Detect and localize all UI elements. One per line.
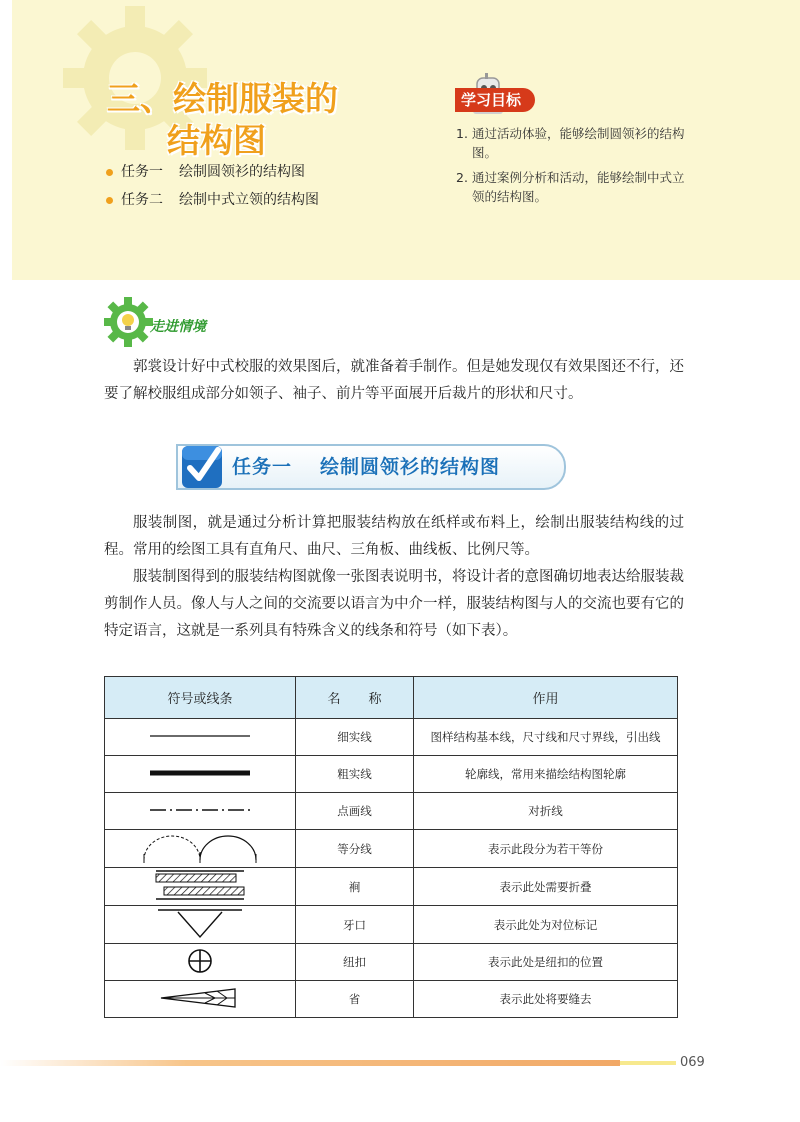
task-number: 任务二 [121,192,163,208]
row-use: 表示此处将要缝去 [414,981,678,1018]
row-name: 纽扣 [296,944,414,981]
checkmark-icon [180,440,226,492]
table-header-row [105,677,678,719]
body-paragraph: 服装制图，就是通过分析计算把服装结构放在纸样或布料上，绘制出服装结构线的过程。常用的绘图工具有直角尺、曲尺、三角板、曲线板、比例尺等。 [104,515,684,558]
row-name: 细实线 [296,719,414,756]
task-banner-label: 绘制圆领衫的结构图 [320,456,501,478]
header-symbol: 符号或线条 [105,677,296,719]
task-title: 绘制圆领衫的结构图 [179,164,305,180]
intro-label: 走进情境 [150,319,206,335]
table-row [105,906,678,944]
row-name: 粗实线 [296,756,414,793]
thick-line-symbol [105,756,296,793]
row-use: 表示此处是纽扣的位置 [414,944,678,981]
task-list-item [106,186,319,214]
task-banner-title [232,452,500,479]
table-row [105,830,678,868]
bullet-icon [106,169,113,176]
goal-item [456,124,696,162]
footer-bar [0,1060,620,1066]
thin-line-symbol [105,719,296,756]
task-banner-number: 任务一 [232,456,293,478]
notch-symbol [105,906,296,944]
row-use: 轮廓线，常用来描绘结构图轮廓 [414,756,678,793]
task-title: 绘制中式立领的结构图 [179,192,319,208]
task-number: 任务一 [121,164,163,180]
task-list [106,158,319,214]
dash-dot-line-symbol [105,793,296,830]
row-name: 牙口 [296,906,414,944]
table-row [105,868,678,906]
intro-paragraph: 郭裳设计好中式校服的效果图后，就准备着手制作。但是她发现仅有效果图还不行，还要了解校服组成部分如领子、袖子、前片等平面展开后裁片的形状和尺寸。 [104,359,684,402]
header-name: 名 称 [296,677,414,719]
goal-text: 通过案例分析和活动，能够绘制中式立领的结构图。 [472,170,685,204]
goal-number: 1. [456,126,468,141]
table-row [105,944,678,981]
lightbulb-gear-icon [104,296,154,348]
table-row [105,756,678,793]
row-name: 等分线 [296,830,414,868]
symbol-table [104,676,678,1018]
body-text [104,510,684,645]
chapter-title-line2: 结构图 [167,121,266,160]
row-use: 图样结构基本线，尺寸线和尺寸界线，引出线 [414,719,678,756]
equal-division-symbol [105,830,296,868]
table-row [105,981,678,1018]
goal-number: 2. [456,170,468,185]
row-use: 表示此处为对位标记 [414,906,678,944]
row-name: 点画线 [296,793,414,830]
chapter-title [107,78,338,162]
bullet-icon [106,197,113,204]
learning-goals-list [456,124,696,212]
footer-accent-bar [620,1061,676,1065]
pleat-symbol [105,868,296,906]
goal-item [456,168,696,206]
learning-goals-label: 学习目标 [455,88,535,112]
header-use: 作用 [414,677,678,719]
row-use: 对折线 [414,793,678,830]
table-row [105,719,678,756]
task-list-item [106,158,319,186]
row-use: 表示此处需要折叠 [414,868,678,906]
row-name: 省 [296,981,414,1018]
page-number: 069 [680,1055,705,1070]
goal-text: 通过活动体验，能够绘制圆领衫的结构图。 [472,126,685,160]
table-row [105,793,678,830]
row-use: 表示此段分为若干等份 [414,830,678,868]
button-symbol [105,944,296,981]
dart-symbol [105,981,296,1018]
row-name: 裥 [296,868,414,906]
chapter-title-line1: 三、绘制服装的 [107,79,338,118]
body-paragraph: 服装制图得到的服装结构图就像一张图表说明书，将设计者的意图确切地表达给服装裁剪制作人员。像人与人之间的交流要以语言为中介一样，服装结构图与人的交流也要有它的特定语言，这就是一系列具有特殊含义的线条和符号（如下表）。 [104,569,684,639]
